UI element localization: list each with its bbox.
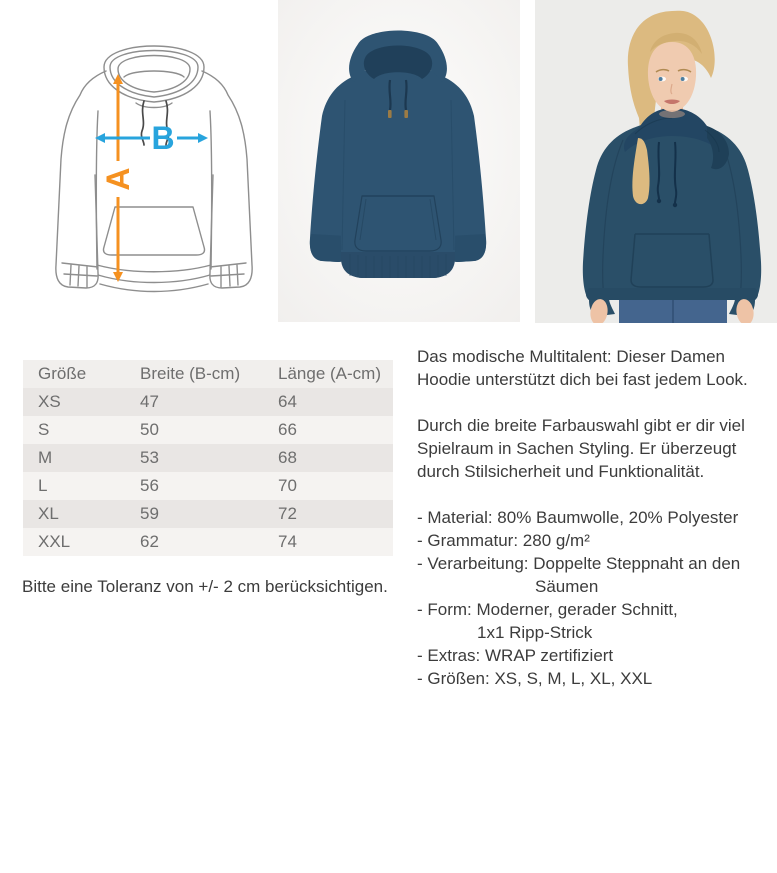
laenge-cell: 74: [278, 532, 297, 551]
paragraph-gap: [417, 483, 773, 506]
navy-hoodie-product-photo: [278, 0, 520, 322]
description-line: Durch die breite Farbauswahl gibt er dir viel: [417, 416, 745, 435]
description-bullet-material: - Material: 80% Baumwolle, 20% Polyester: [417, 508, 739, 527]
model-photo-image[interactable]: [535, 0, 777, 323]
table-row-s: [23, 416, 393, 444]
measurement-diagram-image[interactable]: [40, 25, 270, 320]
description-bullet-grammatur: - Grammatur: 280 g/m²: [417, 531, 590, 550]
laenge-cell: 68: [278, 448, 297, 467]
breite-cell: 62: [140, 532, 159, 551]
arrow-a-label: A: [100, 167, 136, 191]
description-line: Hoodie unterstützt dich bei fast jedem Look.: [417, 370, 748, 389]
description-bullet-verarbeitung: - Verarbeitung: Doppelte Steppnaht an den: [417, 554, 741, 573]
arrow-a-length: [100, 74, 136, 282]
product-description: [417, 345, 773, 690]
breite-cell: 53: [140, 448, 159, 467]
size-cell: M: [38, 448, 53, 467]
arrow-b-label: B: [151, 120, 175, 156]
description-bullet-form: - Form: Moderner, gerader Schnitt,: [417, 600, 678, 619]
table-row-l: [23, 472, 393, 500]
column-header-groesse: Größe: [38, 364, 87, 383]
hoodie-line-drawing: [40, 25, 270, 320]
column-header-laenge: Länge (A-cm): [278, 364, 381, 383]
laenge-cell: 72: [278, 504, 297, 523]
laenge-cell: 70: [278, 476, 297, 495]
laenge-cell: 64: [278, 392, 297, 411]
description-line: Das modische Multitalent: Dieser Damen: [417, 347, 726, 366]
table-row-xxl: [23, 528, 393, 556]
size-cell: XS: [38, 392, 61, 411]
size-cell: XL: [38, 504, 59, 523]
size-cell: L: [38, 476, 48, 495]
product-photo-image[interactable]: [278, 0, 520, 322]
breite-cell: 47: [140, 392, 159, 411]
tolerance-note: Bitte eine Toleranz von +/- 2 cm berücksichtigen.: [22, 577, 388, 596]
table-row-xl: [23, 500, 393, 528]
description-bullet-groessen: - Größen: XS, S, M, L, XL, XXL: [417, 669, 653, 688]
description-line: Spielraum in Sachen Styling. Er überzeugt: [417, 439, 737, 458]
size-cell: XXL: [38, 532, 71, 551]
table-row-m: [23, 444, 393, 472]
description-line-rippstrick: 1x1 Ripp-Strick: [477, 623, 593, 642]
size-table-header-row: [23, 360, 393, 388]
paragraph-gap: [417, 391, 773, 414]
description-line: durch Stilsicherheit und Funktionalität.: [417, 462, 705, 481]
breite-cell: 50: [140, 420, 159, 439]
description-bullet-extras: - Extras: WRAP zertifiziert: [417, 646, 614, 665]
table-row-xs: [23, 388, 393, 416]
breite-cell: 59: [140, 504, 159, 523]
laenge-cell: 66: [278, 420, 297, 439]
size-table: [23, 360, 393, 556]
column-header-breite: Breite (B-cm): [140, 364, 241, 383]
model-wearing-hoodie-photo: [535, 0, 777, 323]
arrow-b-width: [95, 120, 208, 156]
breite-cell: 56: [140, 476, 159, 495]
size-cell: S: [38, 420, 50, 439]
description-line-saeumen: Säumen: [535, 577, 599, 596]
